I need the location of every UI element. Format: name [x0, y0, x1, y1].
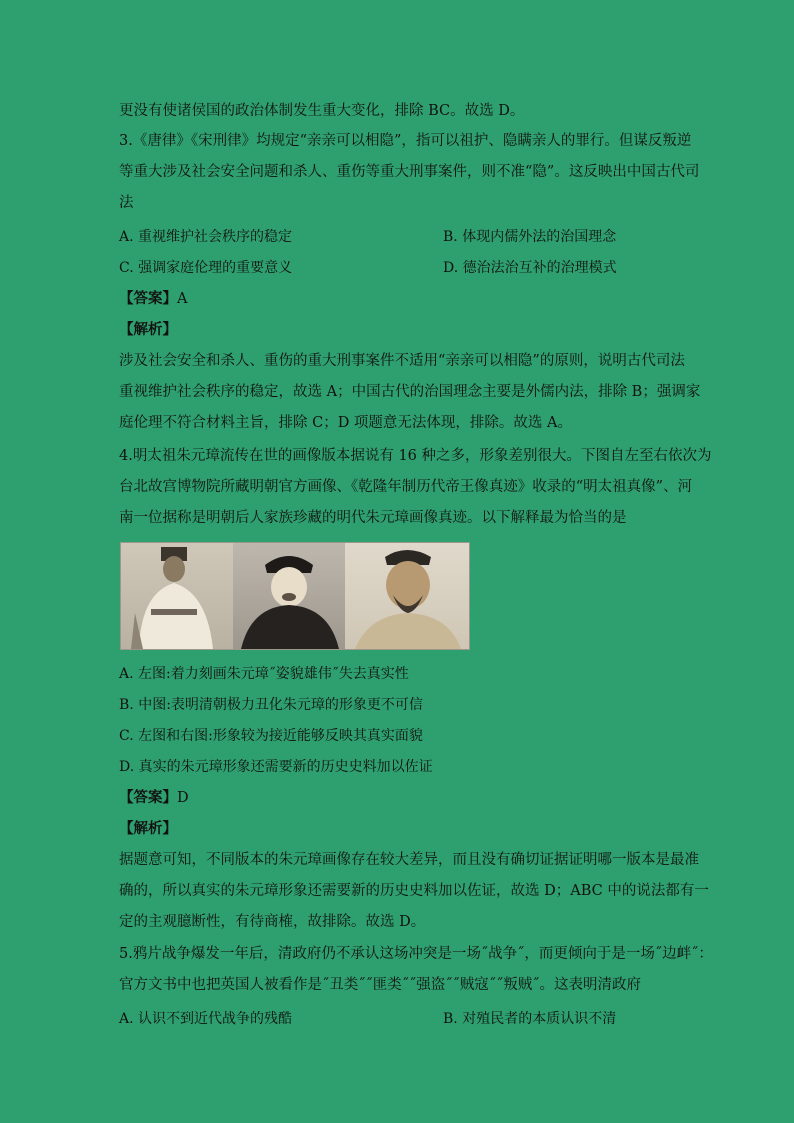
- analysis-tag: 【解析】: [119, 820, 177, 837]
- question-3-explanation: 涉及社会安全和杀人、重伤的重大刑事案件不适用“亲亲可以相隐”的原则，说明古代司法: [119, 353, 685, 369]
- question-3-option-a: A. 重视维护社会秩序的稳定: [119, 229, 293, 245]
- question-4-stem: 4.明太祖朱元璋流传在世的画像版本据说有 16 种之多，形象差别很大。下图自左至右依次为: [119, 448, 712, 464]
- question-5-stem: 官方文书中也把英国人被看作是˝丑类˝˝匪类˝˝强盗˝˝贼寇˝˝叛贼˝。这表明清政府: [119, 977, 641, 993]
- question-3-answer: [119, 289, 187, 309]
- question-3-explanation: 庭伦理不符合材料主旨，排除 C；D 项题意无法体现，排除。故选 A。: [119, 415, 573, 431]
- question-3-option-d: D. 德治法治互补的治理模式: [443, 260, 617, 276]
- question-4-analysis-tag: [119, 819, 177, 839]
- answer-value: A: [177, 291, 188, 307]
- question-4-stem: 南一位据称是明朝后人家族珍藏的明代朱元璋画像真迹。以下解释最为恰当的是: [119, 510, 627, 526]
- question-3-explanation: 重视维护社会秩序的稳定，故选 A；中国古代的治国理念主要是外儒内法，排除 B；强调家: [119, 384, 701, 400]
- right-portrait: [345, 543, 469, 649]
- question-4-option-a: A. 左图:着力刻画朱元璋˝姿貌雄伟˝失去真实性: [119, 666, 409, 682]
- portraits-figure: [120, 542, 470, 650]
- question-5-option-a: A. 认识不到近代战争的残酷: [119, 1011, 293, 1027]
- question-4-explanation: 确的，所以真实的朱元璋形象还需要新的历史史料加以佐证，故选 D；ABC 中的说法都有一: [119, 883, 709, 899]
- text-line: 更没有使诸侯国的政治体制发生重大变化，排除 BC。故选 D。: [119, 103, 525, 119]
- answer-tag: 【答案】: [119, 789, 177, 806]
- middle-portrait: [233, 543, 345, 649]
- question-4-option-b: B. 中图:表明清朝极力丑化朱元璋的形象更不可信: [119, 697, 423, 713]
- left-portrait: [121, 543, 233, 649]
- question-3-stem: 3.《唐律》《宋刑律》均规定“亲亲可以相隐”，指可以祖护、隐瞒亲人的罪行。但谋反叛逆: [119, 133, 692, 149]
- question-4-stem: 台北故宫博物院所藏明朝官方画像、《乾隆年制历代帝王像真迹》收录的“明太祖真像”、河: [119, 479, 693, 495]
- question-3-option-b: B. 体现内儒外法的治国理念: [443, 229, 617, 245]
- analysis-tag: 【解析】: [119, 321, 177, 338]
- answer-tag: 【答案】: [119, 290, 177, 307]
- question-4-option-d: D. 真实的朱元璋形象还需要新的历史史料加以佐证: [119, 759, 433, 775]
- question-3-option-c: C. 强调家庭伦理的重要意义: [119, 260, 293, 276]
- question-5-option-b: B. 对殖民者的本质认识不清: [443, 1011, 617, 1027]
- question-4-answer: [119, 788, 189, 808]
- question-3-stem: 等重大涉及社会安全问题和杀人、重伤等重大刑事案件，则不准“隐”。这反映出中国古代司: [119, 164, 700, 180]
- question-4-explanation: 据题意可知，不同版本的朱元璋画像存在较大差异，而且没有确切证据证明哪一版本是最准: [119, 852, 699, 868]
- answer-value: D: [177, 790, 189, 806]
- question-3-stem: 法: [119, 195, 134, 211]
- question-3-analysis-tag: [119, 320, 177, 340]
- question-4-option-c: C. 左图和右图:形象较为接近能够反映其真实面貌: [119, 728, 423, 744]
- question-4-explanation: 定的主观臆断性，有待商榷，故排除。故选 D。: [119, 914, 426, 930]
- question-5-stem: 5.鸦片战争爆发一年后，清政府仍不承认这场冲突是一场˝战争˝，而更倾向于是一场˝边衅˝：: [119, 946, 713, 962]
